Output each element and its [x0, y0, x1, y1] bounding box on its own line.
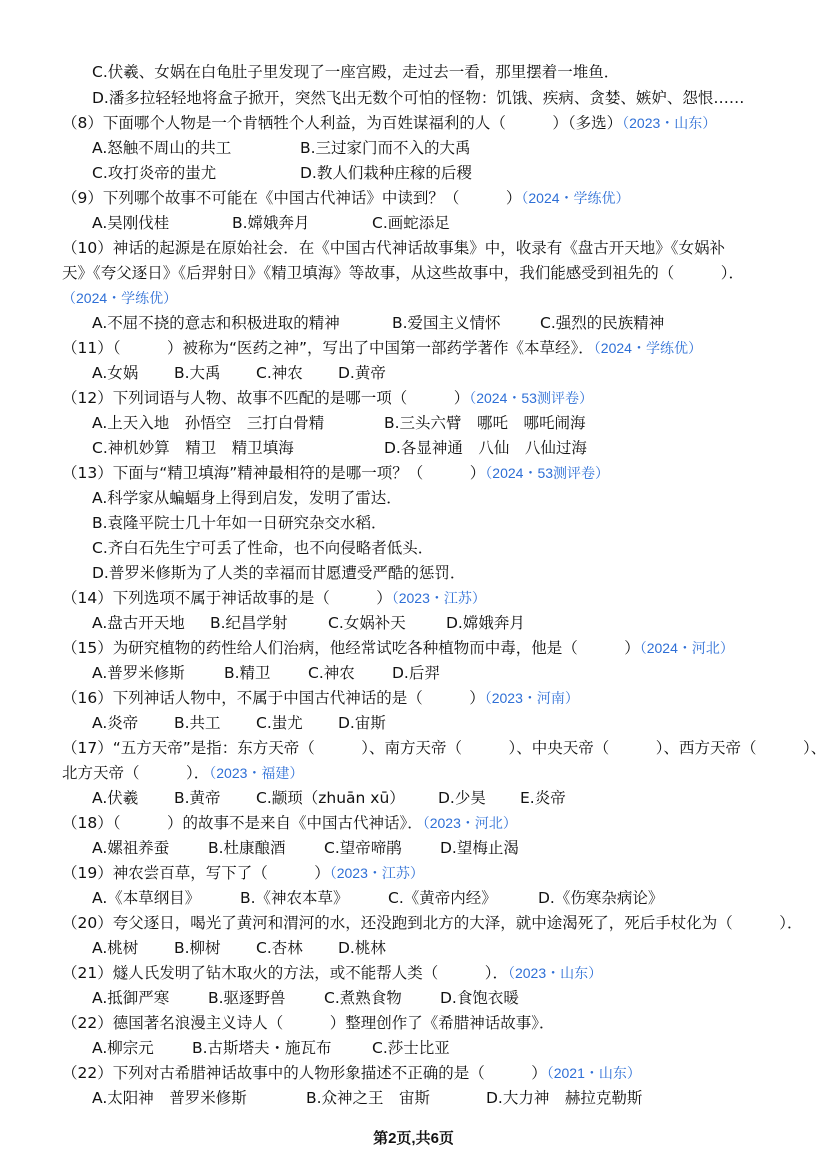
option: B.大禹	[174, 364, 221, 382]
option: D.普罗米修斯为了人类的幸福而甘愿遭受严酷的惩罚．	[92, 564, 466, 582]
option: D.桃林	[338, 939, 386, 957]
options-row	[92, 838, 519, 858]
option: D.大力神 赫拉克勒斯	[486, 1089, 643, 1107]
option: C.女娲补天	[328, 614, 406, 632]
option: B.古斯塔夫・施瓦布	[192, 1039, 332, 1057]
option: A.桃树	[92, 939, 139, 957]
option: C.神机妙算 精卫 精卫填海	[92, 439, 294, 457]
option: C.杏林	[256, 939, 303, 957]
option: C.蚩尤	[256, 714, 303, 732]
source-tag: （2024・53测评卷）	[485, 465, 610, 481]
option: C.神农	[256, 364, 303, 382]
options-row	[92, 1038, 450, 1058]
option: A.不屈不挠的意志和积极进取的精神	[92, 314, 340, 332]
option: D.后羿	[392, 664, 440, 682]
option: A.柳宗元	[92, 1039, 154, 1057]
options-row	[92, 788, 566, 808]
question-13: （13）下面与“精卫填海”精神最相符的是哪一项？（ ）（2024・53测评卷）	[62, 464, 610, 482]
source-tag: （2024・学练优）	[521, 190, 630, 206]
option: C.攻打炎帝的蚩尤	[92, 164, 217, 182]
option: A.嫘祖养蚕	[92, 839, 170, 857]
options-row	[92, 363, 386, 383]
text-line	[62, 288, 177, 308]
options-row	[92, 138, 471, 158]
options-row	[92, 888, 663, 908]
option: C.齐白石先生宁可丢了性命，也不向侵略者低头．	[92, 539, 434, 557]
option: D.《伤寒杂病论》	[538, 889, 664, 907]
question-10: （10）神话的起源是在原始社会．在《中国古代神话故事集》中，收录有《盘古开天地》《女娲补	[62, 239, 725, 257]
options-row	[92, 663, 440, 683]
option: B.柳树	[174, 939, 221, 957]
options-row	[92, 988, 519, 1008]
question-17: （17）“五方天帝”是指：东方天帝（ ）、南方天帝（ ）、中央天帝（ ）、西方天帝（ ）、	[62, 739, 827, 757]
option: C.望帝啼鹃	[324, 839, 402, 857]
option: C.颛顼（zhuān xū）	[256, 789, 405, 807]
option: B.三头六臂 哪吒 哪吒闹海	[384, 414, 586, 432]
option: C.强烈的民族精神	[540, 314, 665, 332]
option: B.杜康酿酒	[208, 839, 286, 857]
option: A.太阳神 普罗米修斯	[92, 1089, 247, 1107]
source-tag: （2023・福建）	[209, 765, 304, 781]
text-line: 北方天帝（ ）．（2023・福建）	[62, 764, 304, 782]
option: A.怒触不周山的共工	[92, 139, 232, 157]
question-8: （8）下面哪个人物是一个肯牺牲个人利益，为百姓谋福利的人（ ）（多选）（2023・山东）	[62, 114, 717, 132]
option: A.女娲	[92, 364, 139, 382]
options-row	[92, 413, 586, 433]
option: D.望梅止渴	[440, 839, 519, 857]
source-tag: （2024・学练优）	[62, 290, 178, 306]
question-21: （21）燧人氏发明了钻木取火的方法，或不能帮人类（ ）．（2023・山东）	[62, 964, 603, 982]
source-tag: （2023・江苏）	[391, 590, 486, 606]
question-12: （12）下列词语与人物、故事不匹配的是哪一项（ ）（2024・53测评卷）	[62, 389, 593, 407]
option: D.教人们栽种庄稼的后稷	[300, 164, 472, 182]
options-row	[92, 1088, 642, 1108]
source-tag: （2023・山东）	[507, 965, 603, 981]
options-row	[92, 613, 525, 633]
option: B.三过家门而不入的大禹	[300, 139, 471, 157]
option: A.上天入地 孙悟空 三打白骨精	[92, 414, 325, 432]
options-row	[92, 213, 450, 233]
source-tag: （2024・河北）	[639, 640, 734, 656]
option: D.宙斯	[338, 714, 386, 732]
option: A.普罗米修斯	[92, 664, 185, 682]
question-18: （18）（ ）的故事不是来自《中国古代神话》．（2023・河北）	[62, 814, 517, 832]
option: A.科学家从蝙蝠身上得到启发，发明了雷达．	[92, 489, 402, 507]
question-9: （9）下列哪个故事不可能在《中国古代神话》中读到？（ ）（2024・学练优）	[62, 189, 630, 207]
option: C.画蛇添足	[372, 214, 450, 232]
source-tag: （2023・山东）	[622, 115, 717, 131]
option: A.盘古开天地	[92, 614, 185, 632]
option: A.炎帝	[92, 714, 139, 732]
option: C.莎士比亚	[372, 1039, 450, 1057]
option: B.爱国主义情怀	[392, 314, 501, 332]
option: B.《神农本草》	[240, 889, 349, 907]
source-tag: （2024・53测评卷）	[469, 390, 593, 406]
question-11: （11）（ ）被称为“医药之神”，写出了中国第一部药学著作《本草经》．（2024・学练优）	[62, 339, 702, 357]
options-row	[92, 438, 587, 458]
text-line: D.潘多拉轻轻地将盒子掀开，突然飞出无数个可怕的怪物：饥饿、疾病、贪婪、嫉妒、怨恨……	[92, 89, 745, 107]
question-20: （20）夸父逐日，喝光了黄河和渭河的水，还没跑到北方的大泽，就中途渴死了，死后手杖化为（ ）．	[62, 914, 803, 932]
option: D.食饱衣暖	[440, 989, 519, 1007]
option: B.精卫	[224, 664, 271, 682]
source-tag: （2024・学练优）	[593, 340, 702, 356]
option: B.众神之王 宙斯	[306, 1089, 431, 1107]
option: B.嫦娥奔月	[232, 214, 310, 232]
options-row	[92, 713, 386, 733]
page-number: 第2页,共6页	[373, 1130, 454, 1147]
source-tag: （2023・河南）	[484, 690, 579, 706]
question-19: （19）神农尝百草，写下了（ ）（2023・江苏）	[62, 864, 424, 882]
option: B.共工	[174, 714, 221, 732]
question-14: （14）下列选项不属于神话故事的是（ ）（2023・江苏）	[62, 589, 486, 607]
option: B.纪昌学射	[210, 614, 288, 632]
text-line: C.伏羲、女娲在白龟肚子里发现了一座宫殿，走过去一看，那里摆着一堆鱼．	[92, 63, 620, 81]
option: C.神农	[308, 664, 355, 682]
option: A.吴刚伐桂	[92, 214, 170, 232]
options-row	[92, 938, 386, 958]
option: B.黄帝	[174, 789, 221, 807]
option: C.煮熟食物	[324, 989, 402, 1007]
source-tag: （2023・江苏）	[329, 865, 424, 881]
option: A.伏羲	[92, 789, 139, 807]
option: D.嫦娥奔月	[446, 614, 525, 632]
option: D.少昊	[438, 789, 486, 807]
question-22: （22）德国著名浪漫主义诗人（ ）整理创作了《希腊神话故事》．	[62, 1014, 555, 1032]
option: E.炎帝	[520, 789, 566, 807]
source-tag: （2023・河北）	[422, 815, 517, 831]
question-15: （15）为研究植物的药性给人们治病，他经常试吃各种植物而中毒，他是（ ）（2024・河北）	[62, 639, 734, 657]
option: D.各显神通 八仙 八仙过海	[384, 439, 587, 457]
option: B.驱逐野兽	[208, 989, 286, 1007]
option: C.《黄帝内经》	[388, 889, 497, 907]
source-tag: （2021・山东）	[546, 1065, 641, 1081]
option: B.袁隆平院士几十年如一日研究杂交水稻．	[92, 514, 387, 532]
option: D.黄帝	[338, 364, 386, 382]
options-row	[92, 163, 472, 183]
text-line: 天》《夸父逐日》《后羿射日》《精卫填海》等故事，从这些故事中，我们能感受到祖先的（ ）．	[62, 264, 745, 282]
question-22b: （22）下列对古希腊神话故事中的人物形象描述不正确的是（ ）（2021・山东）	[62, 1064, 641, 1082]
option: A.抵御严寒	[92, 989, 170, 1007]
options-row	[92, 313, 664, 333]
option: A.《本草纲目》	[92, 889, 201, 907]
question-16: （16）下列神话人物中，不属于中国古代神话的是（ ）（2023・河南）	[62, 689, 579, 707]
